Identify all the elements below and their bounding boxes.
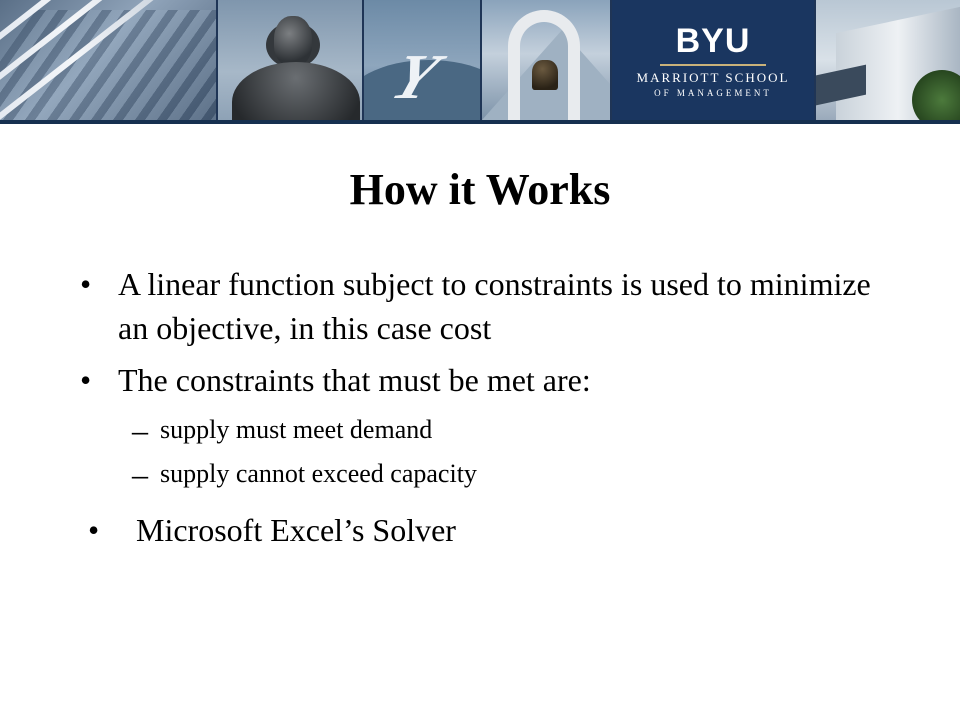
bullet-marker: • [88,512,100,548]
logo-school-name: MARRIOTT SCHOOL [636,70,790,85]
logo-subtitle: OF MANAGEMENT [654,88,772,98]
logo-rule [660,64,766,66]
bullet-list [80,262,880,496]
sub-bullet-text: supply cannot exceed capacity [160,459,477,488]
sub-bullet-marker: – [132,456,148,492]
bullet-marker: • [80,362,92,398]
sub-bullet-marker: – [132,412,148,448]
sub-bullet-item [118,408,880,452]
sub-bullet-list [118,408,880,496]
statue-photo [218,0,362,120]
sub-bullet-item [118,452,880,496]
bell-tower-photo [482,0,610,120]
bullet-item [80,358,880,496]
mountain-y-photo: Y [364,0,480,120]
sub-bullet-text: supply must meet demand [160,415,433,444]
slide-title: How it Works [349,165,611,214]
bullet-text: The constraints that must be met are: [118,362,591,398]
byu-marriott-logo [612,0,814,120]
bullet-text: A linear function subject to constraints is used to minimize an objective, in this case cost [118,266,871,346]
bullet-marker: • [80,266,92,302]
bullet-text: Microsoft Excel’s Solver [136,512,456,548]
campus-building-photo [816,0,960,120]
bullet-item [80,262,880,350]
header-banner [0,0,960,120]
bell-icon [532,60,558,90]
banner-divider [0,120,960,124]
glass-building-photo [0,0,216,120]
logo-wordmark: BYU [675,22,751,60]
